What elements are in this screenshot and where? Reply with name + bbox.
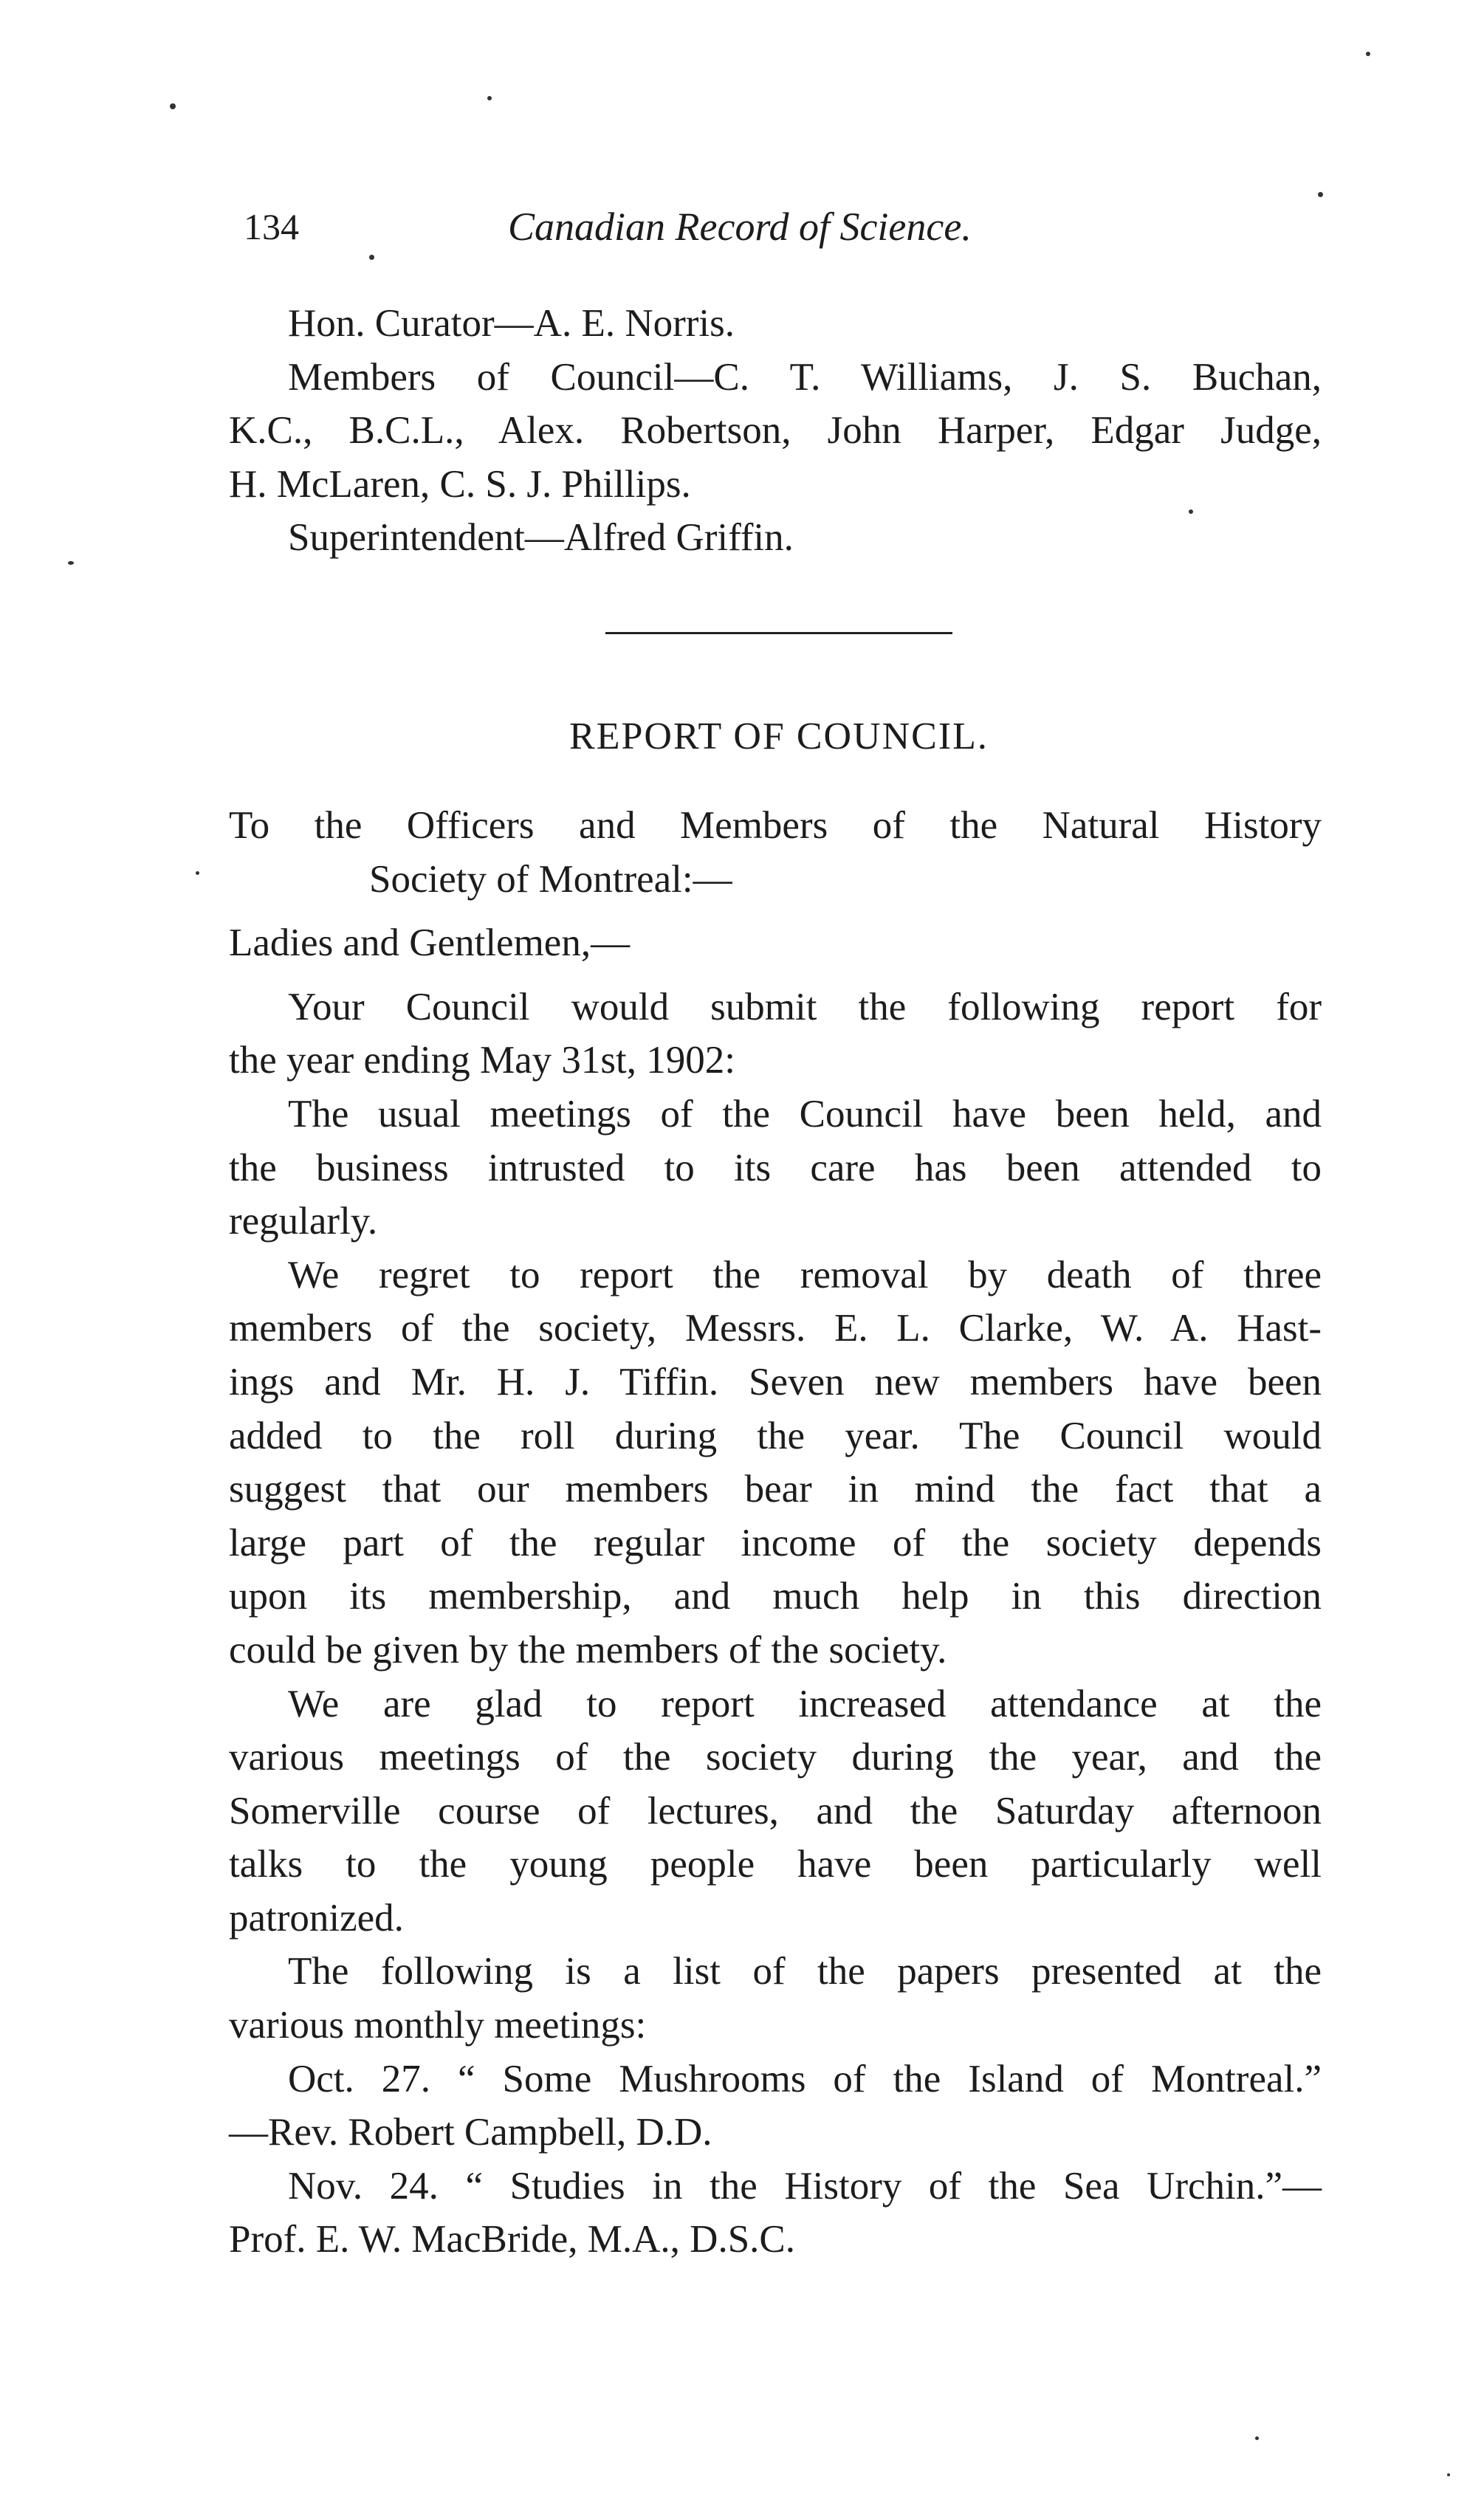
scan-speck [196, 871, 199, 875]
paper-entry [229, 2160, 1322, 2267]
salutation: Ladies and Gentlemen,— [229, 921, 631, 965]
paragraph [229, 1248, 1322, 1677]
running-title: Canadian Record of Science. [508, 205, 972, 249]
text-line: suggest that our members bear in mind the fact that a [229, 1468, 1322, 1511]
scan-speck [1189, 509, 1193, 514]
scan-speck [68, 561, 74, 565]
scan-speck [487, 96, 492, 100]
text-line: the year ending May 31st, 1902: [229, 1039, 735, 1082]
scan-speck [170, 103, 176, 109]
text-line: Somerville course of lectures, and the Saturday afternoon [229, 1789, 1322, 1832]
text-line: large part of the regular income of the society depends [229, 1521, 1322, 1564]
officer-line: Hon. Curator—A. E. Norris. [288, 302, 735, 345]
text-line: added to the roll during the year. The Council would [229, 1414, 1322, 1457]
address-line: To the Officers and Members of the Natural History [229, 804, 1322, 847]
text-line: various meetings of the society during the year, and the [229, 1736, 1322, 1779]
section-divider [605, 632, 952, 634]
text-line: Your Council would submit the following report for [288, 985, 1322, 1028]
text-line: —Rev. Robert Campbell, D.D. [229, 2111, 712, 2154]
address-line: Society of Montreal:— [369, 857, 732, 901]
text-line: could be given by the members of the society. [229, 1628, 947, 1672]
text-line: talks to the young people have been particularly well [229, 1843, 1322, 1886]
report-body [229, 799, 1322, 2267]
text-line: patronized. [229, 1896, 404, 1940]
text-line: various monthly meetings: [229, 2004, 647, 2047]
text-line: regularly. [229, 1200, 378, 1243]
text-line: The usual meetings of the Council have been held, and [288, 1092, 1322, 1136]
scan-speck [1318, 192, 1323, 197]
page-number: 134 [244, 206, 299, 247]
text-line: We regret to report the removal by death of three [288, 1253, 1322, 1296]
scan-speck [1255, 2436, 1259, 2440]
officer-line: H. McLaren, C. S. J. Phillips. [229, 462, 691, 506]
text-line: the business intrusted to its care has been attended to [229, 1146, 1322, 1189]
report-title: REPORT OF COUNCIL. [569, 715, 989, 758]
officer-line: Superintendent—Alfred Griffin. [288, 516, 794, 560]
officer-line: Members of Council—C. T. Williams, J. S. Buchan, [288, 355, 1322, 399]
paper-entry [229, 2052, 1322, 2160]
officers-list [229, 297, 1322, 565]
text-line: Nov. 24. “ Studies in the History of the Sea Urchin.”— [288, 2164, 1322, 2208]
text-line: Prof. E. W. MacBride, M.A., D.S.C. [229, 2218, 796, 2261]
officer-line: K.C., B.C.L., Alex. Robertson, John Harper, Edgar Judge, [229, 409, 1322, 453]
paragraph [229, 1945, 1322, 2052]
text-line: upon its membership, and much help in this direction [229, 1575, 1322, 1618]
scan-speck [369, 255, 374, 260]
paragraph [229, 1088, 1322, 1248]
scan-speck [1366, 52, 1370, 56]
text-line: Oct. 27. “ Some Mushrooms of the Island of Montreal.” [288, 2057, 1322, 2100]
running-header [244, 201, 1322, 260]
paragraph [229, 980, 1322, 1088]
text-line: members of the society, Messrs. E. L. Clarke, W. A. Hast- [229, 1307, 1322, 1350]
text-line: We are glad to report increased attendance at the [288, 1682, 1322, 1725]
text-line: ings and Mr. H. J. Tiffin. Seven new members have been [229, 1360, 1322, 1404]
paragraph [229, 1677, 1322, 1945]
text-line: The following is a list of the papers presented at the [288, 1950, 1322, 1993]
scan-speck [1447, 2473, 1450, 2476]
